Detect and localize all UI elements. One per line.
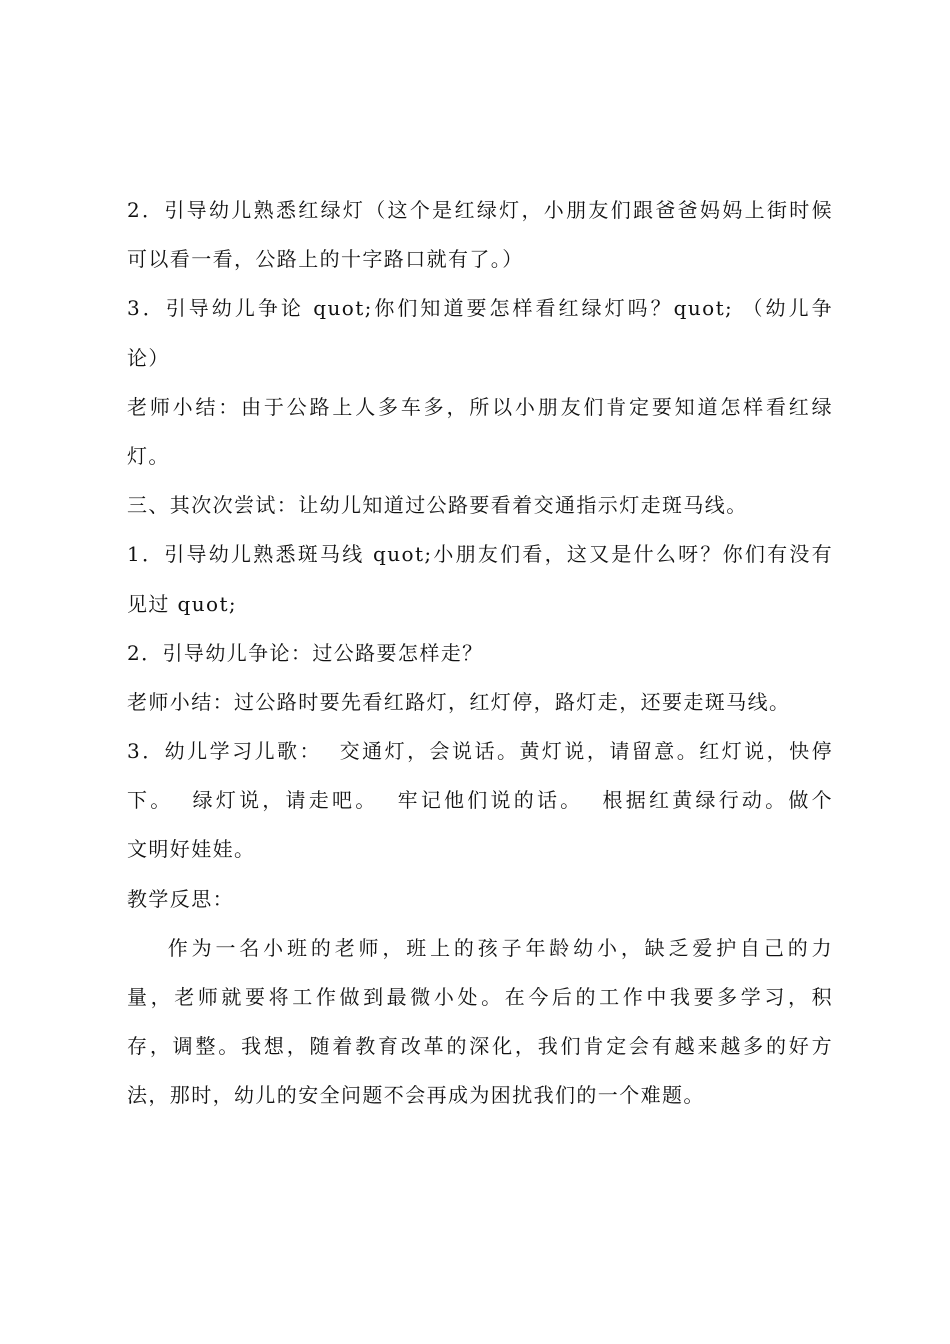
- text-line: 老师小结：由于公路上人多车多，所以小朋友们肯定要知道怎样看红绿: [127, 394, 833, 419]
- text-line: 文明好娃娃。: [127, 837, 256, 862]
- text-line: 3．引导幼儿争论 quot;你们知道要怎样看红绿灯吗？quot; （幼儿争: [127, 296, 833, 321]
- text-line: 1．引导幼儿熟悉斑马线 quot;小朋友们看，这又是什么呀？你们有没有: [127, 542, 833, 567]
- text-line: 下。 绿灯说，请走吧。 牢记他们说的话。 根据红黄绿行动。做个: [127, 788, 833, 813]
- text-line: 可以看一看，公路上的十字路口就有了。）: [127, 247, 524, 272]
- section-heading: 教学反思：: [127, 886, 234, 911]
- text-line: 见过 quot;: [127, 591, 238, 616]
- text-line: 论）: [127, 345, 170, 370]
- text-line: 存，调整。我想，随着教育改革的深化，我们肯定会有越来越多的好方: [127, 1034, 833, 1059]
- text-line: 法，那时，幼儿的安全问题不会再成为困扰我们的一个难题。: [127, 1083, 705, 1108]
- text-line: 2．引导幼儿熟悉红绿灯（这个是红绿灯，小朋友们跟爸爸妈妈上街时候: [127, 198, 833, 222]
- text-line: 灯。: [127, 443, 170, 468]
- text-line: 作为一名小班的老师，班上的孩子年龄幼小，缺乏爱护自己的力: [127, 935, 833, 960]
- text-line: 量，老师就要将工作做到最微小处。在今后的工作中我要多学习，积: [127, 985, 833, 1009]
- text-line: 2．引导幼儿争论：过公路要怎样走？: [127, 640, 484, 665]
- document-body: [127, 186, 833, 1121]
- section-heading: 三、其次次尝试：让幼儿知道过公路要看着交通指示灯走斑马线。: [127, 493, 748, 518]
- text-line: 3．幼儿学习儿歌： 交通灯，会说话。黄灯说，请留意。红灯说，快停: [127, 739, 833, 764]
- text-line: 老师小结：过公路时要先看红路灯，红灯停，路灯走，还要走斑马线。: [127, 689, 791, 714]
